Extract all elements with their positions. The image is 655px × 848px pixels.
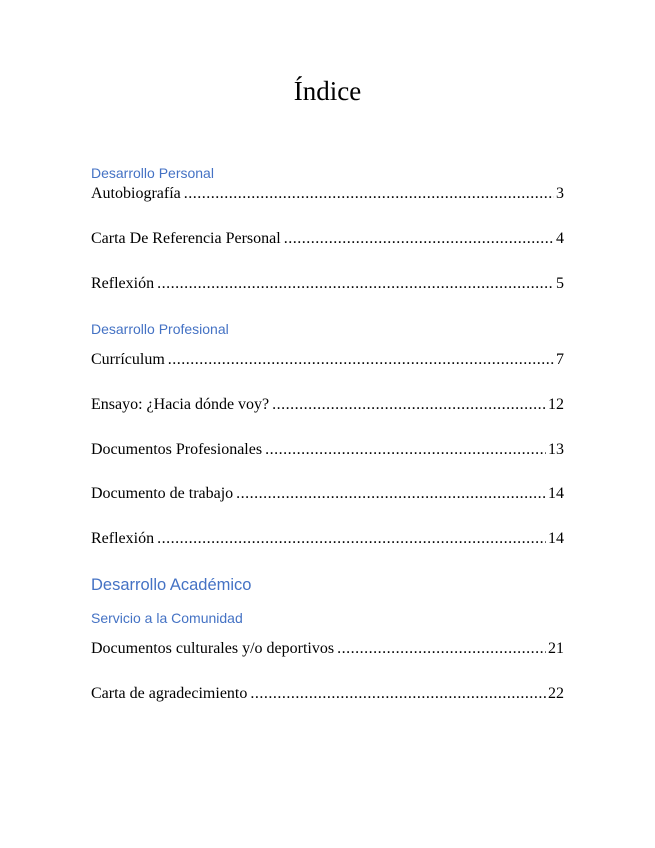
toc-entry-label: Ensayo: ¿Hacia dónde voy? (91, 396, 270, 413)
toc-entry-label: Reflexión (91, 530, 155, 547)
dot-leader (157, 529, 546, 549)
toc-entry[interactable] (91, 184, 564, 204)
toc-entry-label: Documentos culturales y/o deportivos (91, 640, 335, 657)
toc-entry[interactable] (91, 684, 564, 704)
toc-entry-page: 12 (548, 396, 564, 413)
toc-entry[interactable] (91, 529, 564, 549)
dot-leader (236, 484, 546, 504)
toc-entry-label: Carta De Referencia Personal (91, 230, 281, 247)
toc-entry-page: 14 (548, 530, 564, 547)
section-heading-desarrollo-profesional: Desarrollo Profesional (91, 321, 229, 337)
toc-entry-page: 21 (548, 640, 564, 657)
dot-leader (272, 395, 546, 415)
toc-entry[interactable] (91, 395, 564, 415)
toc-entry-page: 22 (548, 685, 564, 702)
toc-entry-label: Documento de trabajo (91, 485, 234, 502)
dot-leader (157, 274, 554, 294)
toc-entry[interactable] (91, 639, 564, 659)
toc-entry-label: Carta de agradecimiento (91, 685, 248, 702)
toc-entry-page: 5 (556, 275, 564, 292)
dot-leader (337, 639, 546, 659)
dot-leader (284, 229, 554, 249)
dot-leader (250, 684, 546, 704)
toc-entry-page: 4 (556, 230, 564, 247)
toc-entry[interactable] (91, 274, 564, 294)
toc-entry-label: Reflexión (91, 275, 155, 292)
dot-leader (168, 350, 554, 370)
toc-entry-page: 3 (556, 185, 564, 202)
toc-entry-label: Documentos Profesionales (91, 441, 263, 458)
section-heading-servicio-comunidad: Servicio a la Comunidad (91, 610, 243, 626)
toc-entry[interactable] (91, 229, 564, 249)
toc-entry[interactable] (91, 484, 564, 504)
toc-entry-label: Currículum (91, 351, 165, 368)
dot-leader (184, 184, 554, 204)
toc-entry[interactable] (91, 440, 564, 460)
toc-entry[interactable] (91, 350, 564, 370)
toc-entry-page: 7 (556, 351, 564, 368)
toc-entry-label: Autobiografía (91, 185, 181, 202)
dot-leader (265, 440, 546, 460)
toc-entry-page: 14 (548, 485, 564, 502)
page-title: Índice (293, 76, 362, 106)
section-heading-desarrollo-academico: Desarrollo Académico (91, 576, 252, 594)
toc-entry-page: 13 (548, 441, 564, 458)
section-heading-desarrollo-personal: Desarrollo Personal (91, 165, 214, 181)
